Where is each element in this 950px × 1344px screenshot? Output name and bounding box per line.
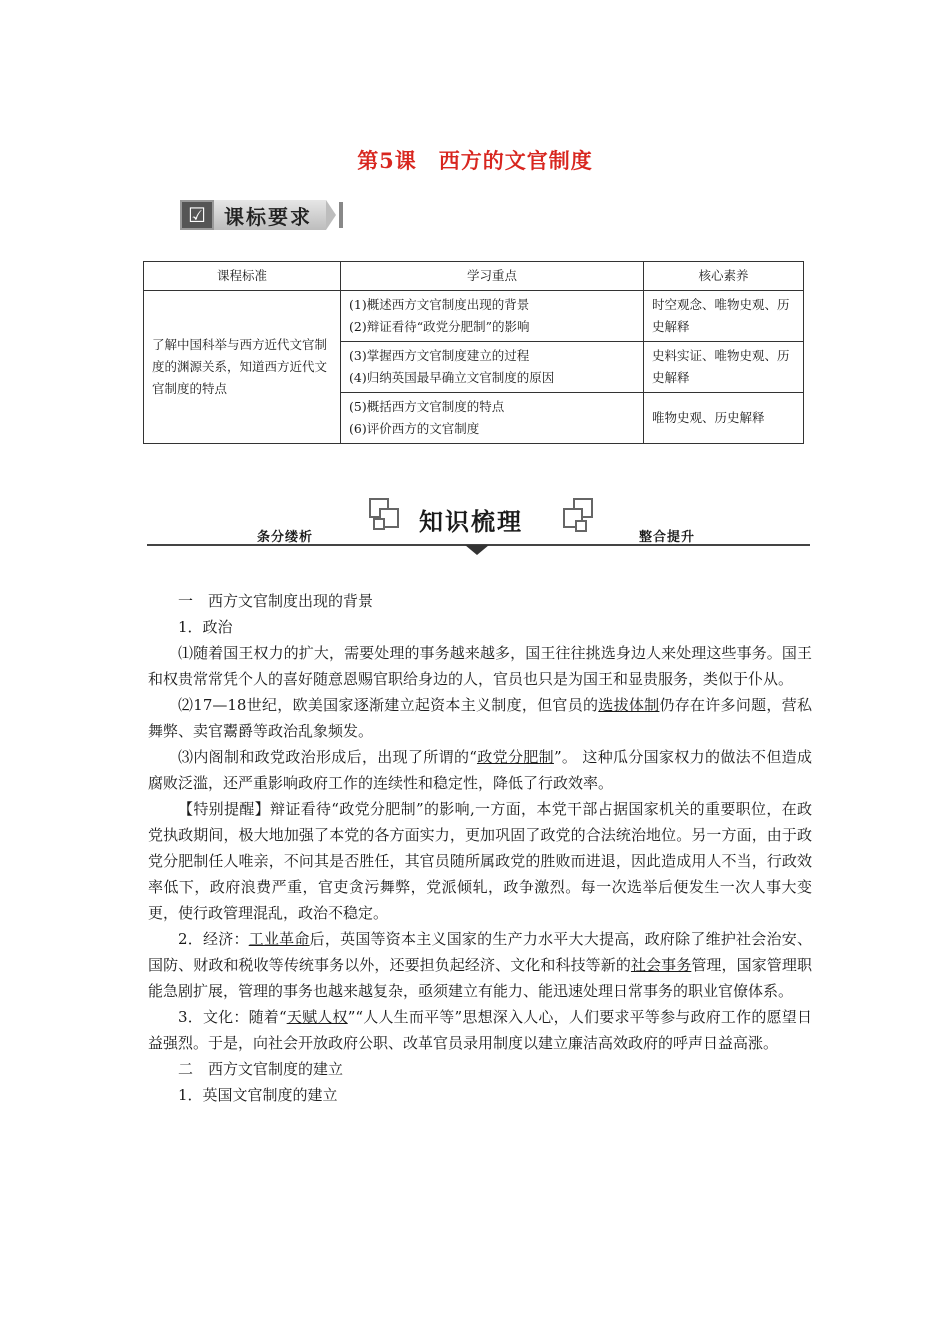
banner-bar bbox=[339, 202, 343, 228]
table-header-standard: 课程标准 bbox=[144, 262, 341, 291]
table-cell-focus bbox=[341, 342, 644, 393]
section-heading: 一 西方文官制度出现的背景 bbox=[178, 592, 374, 610]
paragraph: 2．经济：工业革命后，英国等资本主义国家的生产力水平大大提高，政府除了维护社会治安、国防、财政和税收等传统事务以外，还要担负起经济、文化和科技等新的社会事务管理，国家管理职能急剧扩展，管理的事务也越来越复杂，亟须建立有能力、能迅速处理日常事务的职业官僚体系。 bbox=[148, 930, 812, 1000]
underlined-term: 政党分肥制 bbox=[476, 748, 554, 766]
triangle-down-icon bbox=[465, 545, 489, 555]
underlined-term: 社会事务 bbox=[630, 956, 692, 974]
table-header-focus: 学习重点 bbox=[341, 262, 644, 291]
focus-item: (2)辩证看待“政党分肥制”的影响 bbox=[349, 319, 530, 334]
knowledge-banner-title: 知识梳理 bbox=[419, 508, 523, 536]
focus-item: (1)概述西方文官制度出现的背景 bbox=[349, 297, 530, 312]
underlined-term: 工业革命 bbox=[248, 930, 310, 948]
page-title: 第5课 西方的文官制度 bbox=[357, 148, 593, 173]
table-header-literacy: 核心素养 bbox=[644, 262, 804, 291]
table-cell-standard: 了解中国科举与西方近代文官制度的渊源关系，知道西方近代文官制度的特点 bbox=[144, 291, 341, 444]
curriculum-table bbox=[143, 261, 804, 444]
arrow-tail-icon bbox=[326, 200, 336, 230]
subsection-heading: 1．英国文官制度的建立 bbox=[178, 1086, 338, 1104]
paragraph: 3．文化：随着“天赋人权”“人人生而平等”思想深入人心，人们要求平等参与政府工作的愿望日益强烈。于是，向社会开放政府公职、改革官员录用制度以建立廉洁高效政府的呼声日益高涨。 bbox=[148, 1008, 812, 1052]
table-cell-literacy: 时空观念、唯物史观、历史解释 bbox=[644, 291, 804, 342]
special-note: 【特别提醒】辩证看待“政党分肥制”的影响,一方面，本党干部占据国家机关的重要职位，在政党执政期间，极大地加强了本党的各方面实力，更加巩固了政党的合法统治地位。另一方面，由于政党分肥制任人唯亲，不问其是否胜任，其官员随所属政党的胜败而进退，因此造成用人不当，行政效率低下，政府浪费严重，官吏贪污舞弊，党派倾轧，政争激烈。每一次选举后便发生一次人事大变更，使行政管理混乱，政治不稳定。 bbox=[148, 800, 812, 922]
table-cell-focus bbox=[341, 393, 644, 444]
focus-item: (6)评价西方的文官制度 bbox=[349, 421, 480, 436]
curriculum-banner-label: 课标要求 bbox=[214, 200, 326, 230]
underlined-term: 天赋人权 bbox=[286, 1008, 348, 1026]
section-heading: 二 西方文官制度的建立 bbox=[178, 1060, 344, 1078]
squares-icon bbox=[561, 498, 593, 534]
squares-icon bbox=[369, 498, 401, 534]
curriculum-banner bbox=[180, 198, 343, 232]
focus-item: (4)归纳英国最早确立文官制度的原因 bbox=[349, 370, 555, 385]
focus-item: (5)概括西方文官制度的特点 bbox=[349, 399, 505, 414]
underlined-term: 选拔体制 bbox=[598, 696, 660, 714]
paragraph: ⑵17—18世纪，欧美国家逐渐建立起资本主义制度，但官员的选拔体制仍存在许多问题，营私舞弊、卖官鬻爵等政治乱象频发。 bbox=[148, 696, 812, 740]
knowledge-banner-right: 整合提升 bbox=[639, 530, 696, 545]
knowledge-banner bbox=[147, 496, 810, 556]
table-cell-literacy: 史料实证、唯物史观、历史解释 bbox=[644, 342, 804, 393]
knowledge-banner-left: 条分缕析 bbox=[257, 530, 314, 545]
table-cell-literacy: 唯物史观、历史解释 bbox=[644, 393, 804, 444]
paragraph: ⑶内阁制和政党政治形成后，出现了所谓的“政党分肥制”。 这种瓜分国家权力的做法不但造成腐败泛滥，还严重影响政府工作的连续性和稳定性，降低了行政效率。 bbox=[148, 748, 812, 792]
checkbox-icon: ☑ bbox=[180, 200, 214, 230]
subsection-heading: 1．政治 bbox=[178, 618, 233, 636]
paragraph: ⑴随着国王权力的扩大，需要处理的事务越来越多，国王往往挑选身边人来处理这些事务。国王和权贵常常凭个人的喜好随意恩赐官职给身边的人，官员也只是为国王和显贵服务，类似于仆从。 bbox=[148, 644, 812, 688]
focus-item: (3)掌握西方文官制度建立的过程 bbox=[349, 348, 530, 363]
table-header-row bbox=[144, 262, 804, 291]
table-cell-focus bbox=[341, 291, 644, 342]
table-row bbox=[144, 291, 804, 342]
body-content bbox=[148, 588, 812, 1108]
